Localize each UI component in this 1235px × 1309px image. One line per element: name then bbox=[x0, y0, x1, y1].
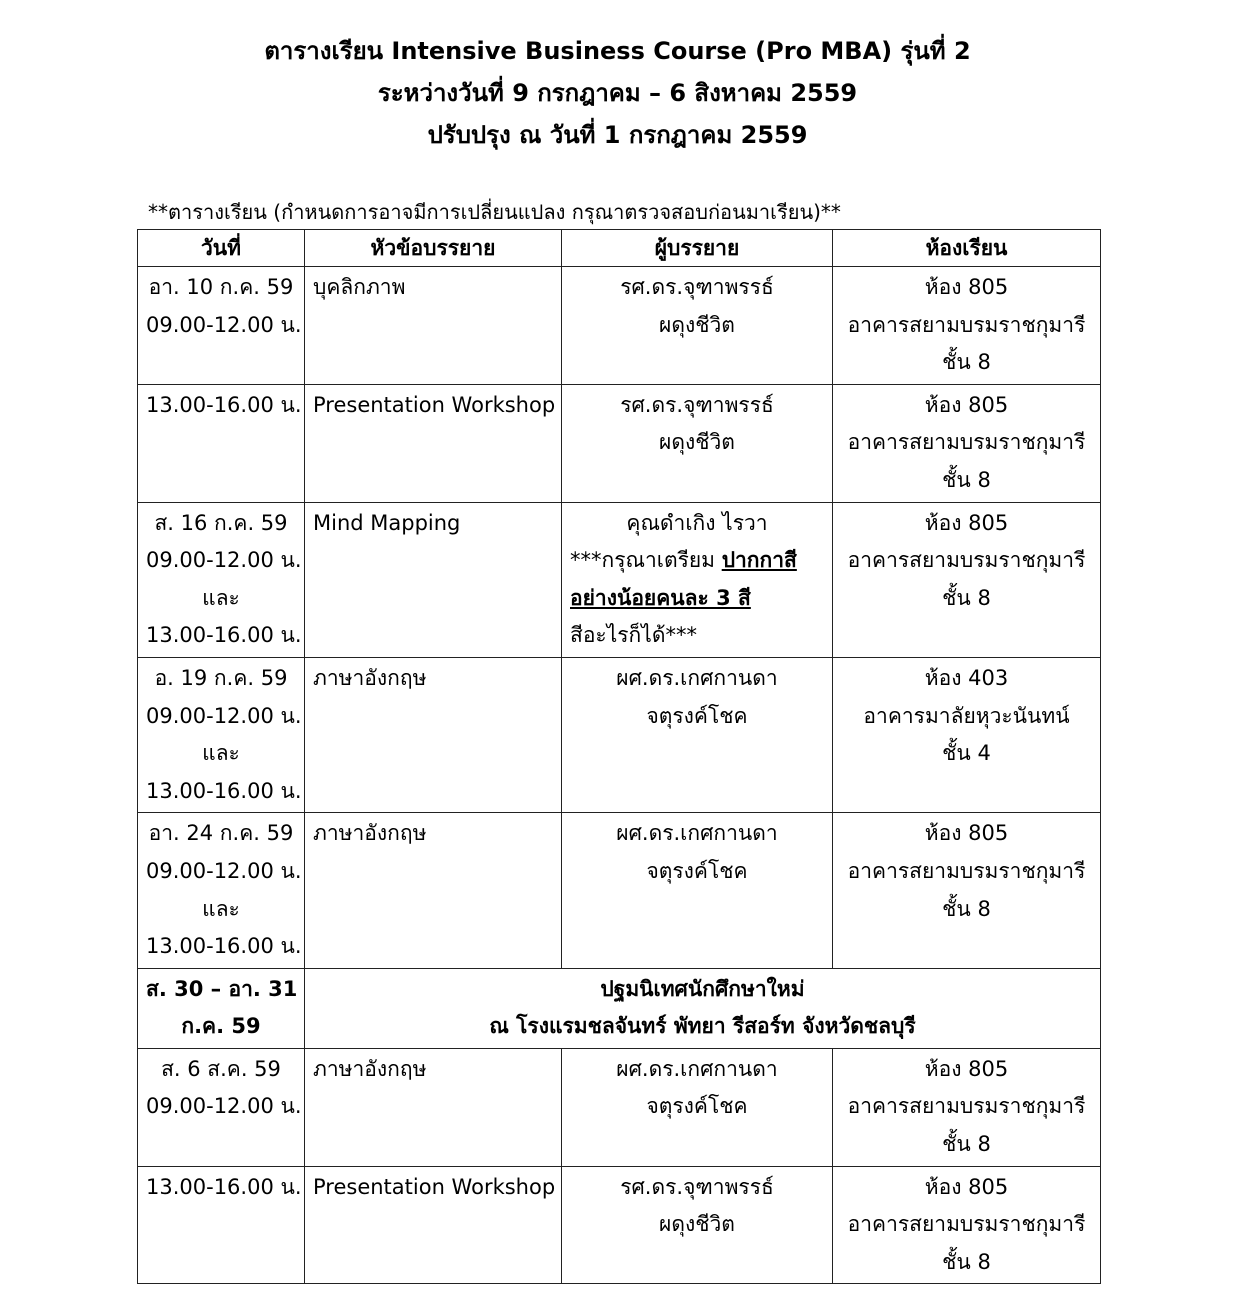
lecturer-note-emphasis: อย่างน้อยคนละ 3 สี bbox=[570, 585, 751, 610]
room-cell bbox=[833, 657, 1101, 812]
room-line: อาคารสยามบรมราชกุมารี bbox=[847, 312, 1086, 337]
date-line: ส. 6 ส.ค. 59 bbox=[161, 1056, 281, 1081]
time-line: 13.00-16.00 น. bbox=[146, 623, 302, 648]
date-cell bbox=[138, 1048, 305, 1166]
header-topic: หัวข้อบรรยาย bbox=[305, 230, 562, 267]
room-line: อาคารสยามบรมราชกุมารี bbox=[847, 858, 1086, 883]
event-title: ปฐมนิเทศนักศึกษาใหม่ bbox=[600, 976, 805, 1001]
date-cell bbox=[138, 657, 305, 812]
header-room: ห้องเรียน bbox=[833, 230, 1101, 267]
document-title bbox=[0, 30, 1235, 156]
lecturer-line: รศ.ดร.จุฑาพรรธ์ bbox=[620, 392, 774, 417]
table-row bbox=[138, 502, 1101, 657]
table-row bbox=[138, 813, 1101, 968]
lecturer-cell bbox=[562, 384, 833, 502]
time-line: 09.00-12.00 น. bbox=[146, 312, 302, 337]
date-line: อ. 19 ก.ค. 59 bbox=[154, 665, 288, 690]
topic-cell bbox=[305, 1166, 562, 1284]
lecturer-line: รศ.ดร.จุฑาพรรธ์ bbox=[620, 275, 774, 299]
lecturer-line: ผดุงชีวิต bbox=[659, 312, 735, 337]
topic-text: ภาษาอังกฤษ bbox=[313, 821, 427, 846]
date-cell bbox=[138, 267, 305, 385]
room-line: ชั้น 8 bbox=[942, 467, 991, 492]
topic-cell bbox=[305, 502, 562, 657]
table-row bbox=[138, 968, 1101, 1048]
topic-cell bbox=[305, 657, 562, 812]
lecturer-line: ผดุงชีวิต bbox=[659, 430, 735, 455]
lecturer-note-line bbox=[570, 542, 824, 580]
lecturer-line: รศ.ดร.จุฑาพรรธ์ bbox=[620, 1174, 774, 1199]
lecturer-cell bbox=[562, 1166, 833, 1284]
topic-text: ภาษาอังกฤษ bbox=[313, 665, 427, 690]
room-cell bbox=[833, 1048, 1101, 1166]
topic-text: Presentation Workshop bbox=[313, 1174, 556, 1199]
room-cell bbox=[833, 1166, 1101, 1284]
lecturer-line: จตุรงค์โชค bbox=[646, 703, 748, 728]
room-line: ชั้น 8 bbox=[942, 1249, 991, 1274]
room-line: ห้อง 805 bbox=[924, 1056, 1009, 1081]
topic-cell bbox=[305, 384, 562, 502]
table-row bbox=[138, 384, 1101, 502]
room-line: อาคารสยามบรมราชกุมารี bbox=[847, 1094, 1086, 1119]
room-cell bbox=[833, 384, 1101, 502]
event-location: ณ โรงแรมชลจันทร์ พัทยา รีสอร์ท จังหวัดชลบุรี bbox=[489, 1014, 916, 1039]
event-cell bbox=[305, 968, 1101, 1048]
header-date: วันที่ bbox=[138, 230, 305, 267]
room-line: ชั้น 4 bbox=[942, 741, 991, 766]
room-cell bbox=[833, 502, 1101, 657]
title-line-1: ตารางเรียน Intensive Business Course (Pro MBA) รุ่นที่ 2 bbox=[264, 37, 971, 65]
topic-text: Mind Mapping bbox=[313, 510, 461, 535]
schedule-table bbox=[137, 229, 1101, 1284]
date-cell bbox=[138, 1166, 305, 1284]
room-line: ห้อง 805 bbox=[924, 392, 1009, 417]
topic-text: บุคลิกภาพ bbox=[313, 275, 406, 299]
schedule-note: **ตารางเรียน (กำหนดการอาจมีการเปลี่ยนแปลง กรุณาตรวจสอบก่อนมาเรียน)** bbox=[148, 200, 841, 224]
date-line: อา. 10 ก.ค. 59 bbox=[148, 275, 294, 299]
date-cell bbox=[138, 384, 305, 502]
room-line: ห้อง 805 bbox=[924, 510, 1009, 535]
room-cell bbox=[833, 813, 1101, 968]
room-line: อาคารมาลัยหุวะนันทน์ bbox=[863, 703, 1070, 728]
topic-text: Presentation Workshop bbox=[313, 392, 556, 417]
time-line: 13.00-16.00 น. bbox=[146, 392, 302, 417]
lecturer-note-emphasis: ปากกาสี bbox=[721, 548, 797, 573]
time-line: 13.00-16.00 น. bbox=[146, 934, 302, 959]
lecturer-line: ผดุงชีวิต bbox=[659, 1212, 735, 1237]
room-line: อาคารสยามบรมราชกุมารี bbox=[847, 1212, 1086, 1237]
room-line: ห้อง 805 bbox=[924, 821, 1009, 846]
room-line: ห้อง 805 bbox=[924, 275, 1009, 299]
lecturer-line: คุณดำเกิง ไรวา bbox=[626, 510, 768, 535]
table-header-row bbox=[138, 230, 1101, 267]
lecturer-cell bbox=[562, 813, 833, 968]
and-line: และ bbox=[202, 741, 240, 766]
table-row bbox=[138, 1048, 1101, 1166]
room-line: ชั้น 8 bbox=[942, 350, 991, 375]
date-line: อา. 24 ก.ค. 59 bbox=[148, 821, 294, 846]
time-line: 13.00-16.00 น. bbox=[146, 1174, 302, 1199]
lecturer-cell bbox=[562, 502, 833, 657]
title-line-3: ปรับปรุง ณ วันที่ 1 กรกฎาคม 2559 bbox=[427, 121, 808, 149]
date-cell bbox=[138, 968, 305, 1048]
room-line: ห้อง 805 bbox=[924, 1174, 1009, 1199]
title-line-2: ระหว่างวันที่ 9 กรกฎาคม – 6 สิงหาคม 2559 bbox=[377, 79, 858, 107]
date-line: ส. 16 ก.ค. 59 bbox=[154, 510, 288, 535]
room-line: อาคารสยามบรมราชกุมารี bbox=[847, 548, 1086, 573]
table-row bbox=[138, 1166, 1101, 1284]
and-line: และ bbox=[202, 896, 240, 921]
room-line: อาคารสยามบรมราชกุมารี bbox=[847, 430, 1086, 455]
lecturer-line: ผศ.ดร.เกศกานดา bbox=[616, 1056, 778, 1081]
lecturer-cell bbox=[562, 1048, 833, 1166]
room-line: ชั้น 8 bbox=[942, 896, 991, 921]
topic-cell bbox=[305, 267, 562, 385]
room-line: ชั้น 8 bbox=[942, 1132, 991, 1157]
time-line: 13.00-16.00 น. bbox=[146, 778, 302, 803]
lecturer-cell bbox=[562, 267, 833, 385]
time-line: 09.00-12.00 น. bbox=[146, 858, 302, 883]
lecturer-note-prefix: ***กรุณาเตรียม bbox=[570, 548, 722, 573]
room-line: ชั้น 8 bbox=[942, 585, 991, 610]
topic-cell bbox=[305, 813, 562, 968]
lecturer-line: จตุรงค์โชค bbox=[646, 858, 748, 883]
lecturer-note-suffix: สีอะไรก็ได้*** bbox=[570, 623, 697, 648]
table-row bbox=[138, 657, 1101, 812]
room-cell bbox=[833, 267, 1101, 385]
lecturer-cell bbox=[562, 657, 833, 812]
header-lecturer: ผู้บรรยาย bbox=[562, 230, 833, 267]
date-cell bbox=[138, 502, 305, 657]
lecturer-line: ผศ.ดร.เกศกานดา bbox=[616, 821, 778, 846]
room-line: ห้อง 403 bbox=[924, 665, 1009, 690]
time-line: 09.00-12.00 น. bbox=[146, 548, 302, 573]
and-line: และ bbox=[202, 585, 240, 610]
lecturer-line: ผศ.ดร.เกศกานดา bbox=[616, 665, 778, 690]
time-line: 09.00-12.00 น. bbox=[146, 1094, 302, 1119]
date-cell bbox=[138, 813, 305, 968]
time-line: 09.00-12.00 น. bbox=[146, 703, 302, 728]
lecturer-line: จตุรงค์โชค bbox=[646, 1094, 748, 1119]
date-line: ส. 30 – อา. 31 bbox=[146, 976, 298, 1001]
table-row bbox=[138, 267, 1101, 385]
date-line: ก.ค. 59 bbox=[181, 1014, 261, 1039]
topic-text: ภาษาอังกฤษ bbox=[313, 1056, 427, 1081]
topic-cell bbox=[305, 1048, 562, 1166]
